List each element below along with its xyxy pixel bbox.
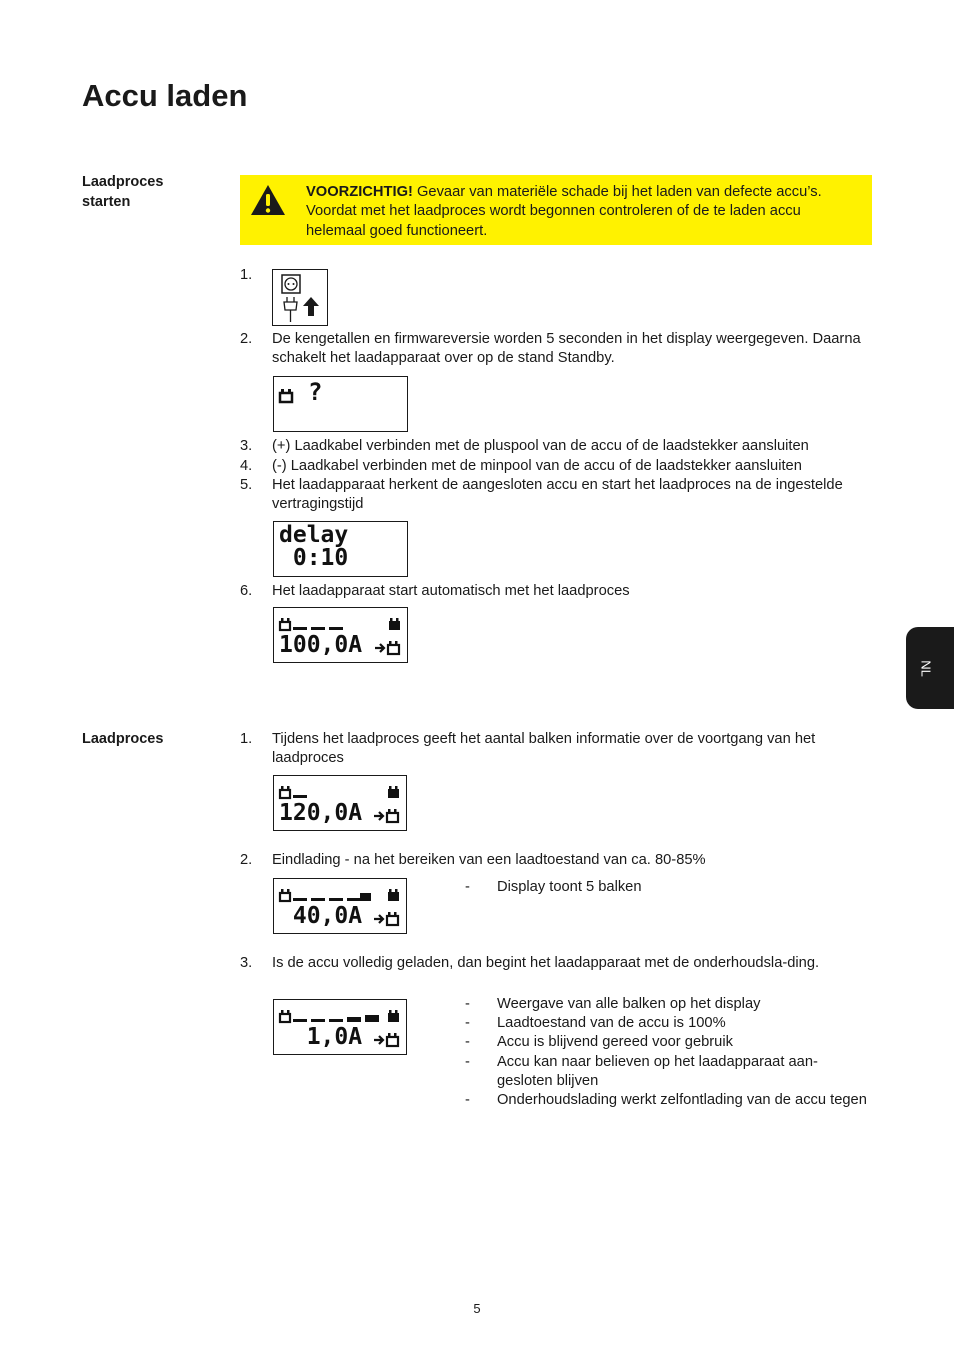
bullet-text: Onderhoudslading werkt zelfontlading van de accu tegen — [497, 1092, 867, 1108]
display-delay — [273, 521, 408, 577]
bullet-text: Accu kan naar believen op het laadapparaat aan-gesloten blijven — [497, 1054, 818, 1090]
step-text: Is de accu volledig geladen, dan begint het laadapparaat met de onderhoudsla-ding. — [272, 955, 820, 971]
step-text: Tijdens het laadproces geeft het aantal balken informatie over de voortgang van het laadproces — [272, 731, 816, 767]
step-text: Eindlading - na het bereiken van een laadtoestand van ca. 80-85% — [272, 852, 706, 868]
step-number: 1. — [240, 731, 253, 747]
display-delay-line2: 0:10 — [279, 545, 349, 571]
step-number: 2. — [240, 331, 253, 347]
display-current: 40,0A — [279, 903, 363, 929]
step-text: (+) Laadkabel verbinden met de pluspool van de accu of de laadstekker aansluiten — [272, 438, 809, 454]
section-label-process: Laadproces — [82, 731, 164, 747]
display-standby — [273, 376, 408, 432]
display-delay-line1: delay — [279, 522, 349, 548]
step-number: 6. — [240, 583, 253, 599]
bullet: - — [465, 1092, 470, 1108]
warning-title: VOORZICHTIG! — [306, 184, 413, 200]
warning-box — [240, 175, 872, 245]
step-number: 4. — [240, 458, 253, 474]
bullet-text: Accu is blijvend gereed voor gebruik — [497, 1034, 733, 1050]
display-charging-start — [273, 607, 408, 663]
step-text: De kengetallen en firmwareversie worden 5 seconden in het display weergegeven. Daarna schakelt het laadapparaat over op de stand Standby. — [272, 331, 861, 367]
warning-body: Gevaar van materiële schade bij het laden van defecte accu’s. Voordat met het laadproces wordt begonnen controleren of de te laden accu helemaal goed functioneert. — [306, 184, 822, 239]
step-number: 3. — [240, 955, 253, 971]
step-number: 2. — [240, 852, 253, 868]
step-text: Het laadapparaat herkent de aangesloten accu en start het laadproces na de ingestelde vertragingstijd — [272, 477, 843, 513]
step-number: 1. — [240, 267, 253, 283]
bullet: - — [465, 1054, 470, 1070]
step-number: 3. — [240, 438, 253, 454]
display-current: 120,0A — [279, 800, 363, 826]
section-label-start: Laadproces starten — [82, 174, 164, 210]
battery-icon — [278, 383, 308, 413]
display-final-charge — [273, 878, 407, 934]
step-number: 5. — [240, 477, 253, 493]
step-text: Het laadapparaat start automatisch met het laadproces — [272, 583, 630, 599]
bullet-text: Laadtoestand van de accu is 100% — [497, 1015, 726, 1031]
bullet: - — [465, 1015, 470, 1031]
step-text: (-) Laadkabel verbinden met de minpool van de accu of de laadstekker aansluiten — [272, 458, 802, 474]
page-title: Accu laden — [82, 78, 248, 113]
language-tab-label: NL — [918, 660, 934, 677]
plug-socket-icon — [272, 269, 328, 326]
bullet-text: Display toont 5 balken — [497, 879, 642, 895]
display-standby-text: ? — [308, 378, 323, 406]
display-maintenance — [273, 999, 407, 1055]
display-current: 1,0A — [279, 1024, 363, 1050]
bullet: - — [465, 996, 470, 1012]
bullet: - — [465, 1034, 470, 1050]
page-number: 5 — [473, 1301, 481, 1316]
language-tab — [906, 627, 954, 709]
warning-text — [306, 183, 851, 241]
display-charging-progress — [273, 775, 407, 831]
bullet: - — [465, 879, 470, 895]
bullet-text: Weergave van alle balken op het display — [497, 996, 761, 1012]
warning-icon — [250, 184, 286, 216]
display-current: 100,0A — [279, 632, 363, 658]
